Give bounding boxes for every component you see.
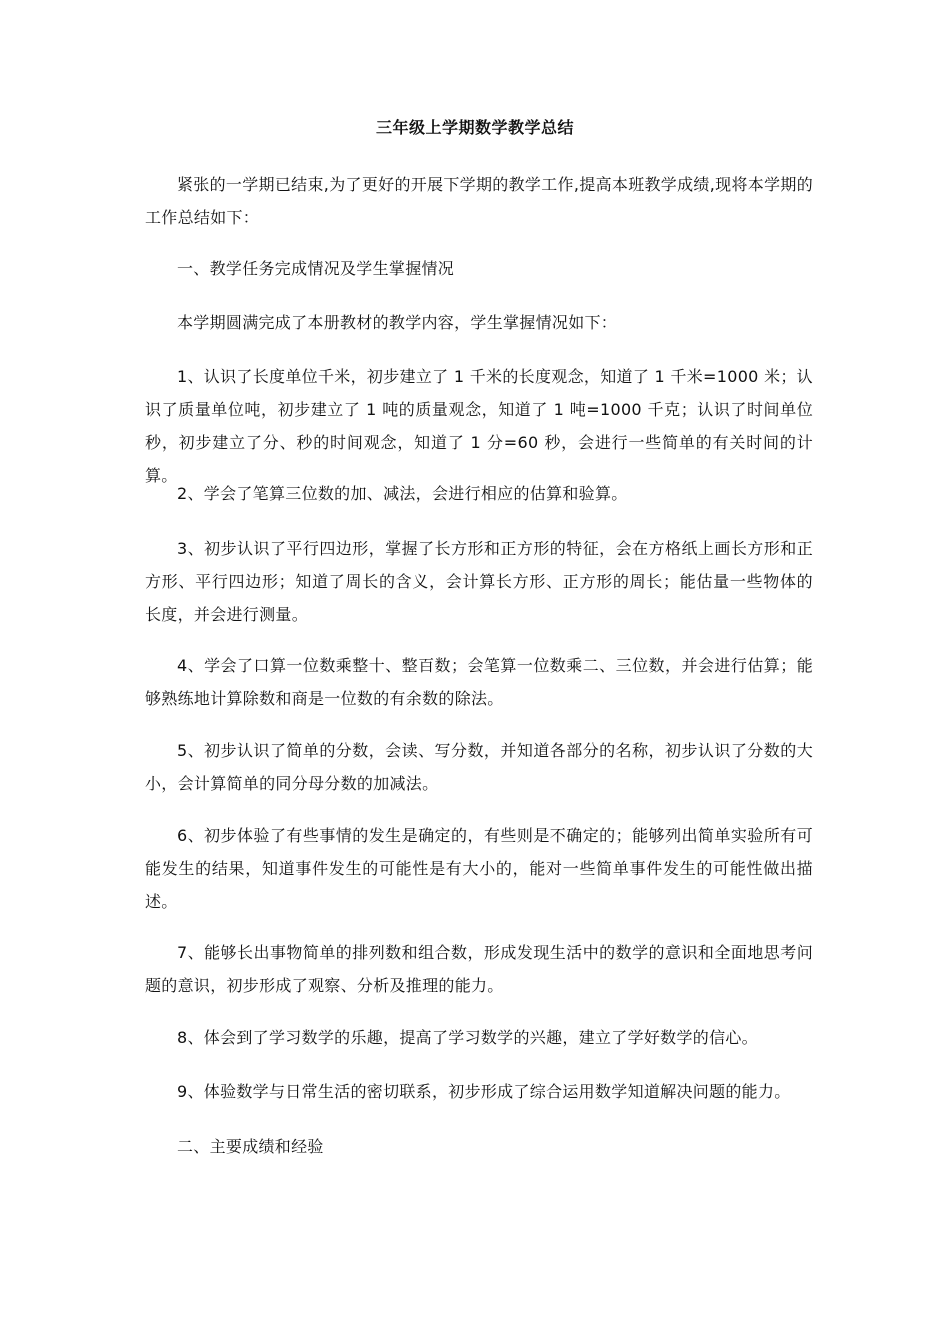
document-title: 三年级上学期数学教学总结	[375, 118, 574, 137]
list-item-3: 3、初步认识了平行四边形，掌握了长方形和正方形的特征，会在方格纸上画长方形和正方形、平行四边形；知道了周长的含义，会计算长方形、正方形的周长；能估量一些物体的长度，并会进行测量。	[145, 539, 813, 624]
paragraph-overview: 本学期圆满完成了本册教材的教学内容，学生掌握情况如下：	[177, 313, 618, 332]
intro-paragraph: 紧张的一学期已结束,为了更好的开展下学期的教学工作,提高本班教学成绩,现将本学期的工作总结如下：	[145, 175, 813, 227]
list-item-5: 5、初步认识了简单的分数，会读、写分数，并知道各部分的名称，初步认识了分数的大小，会计算简单的同分母分数的加减法。	[145, 741, 813, 793]
list-item-8: 8、体会到了学习数学的乐趣，提高了学习数学的兴趣，建立了学好数学的信心。	[177, 1028, 758, 1047]
list-item-4: 4、学会了口算一位数乘整十、整百数；会笔算一位数乘二、三位数，并会进行估算；能够熟练地计算除数和商是一位数的有余数的除法。	[145, 656, 813, 708]
section-heading-2: 二、主要成绩和经验	[177, 1137, 324, 1156]
list-item-7: 7、能够长出事物简单的排列数和组合数，形成发现生活中的数学的意识和全面地思考问题的意识，初步形成了观察、分析及推理的能力。	[145, 943, 813, 995]
section-heading-1: 一、教学任务完成情况及学生掌握情况	[177, 259, 455, 278]
list-item-6: 6、初步体验了有些事情的发生是确定的，有些则是不确定的；能够列出简单实验所有可能发生的结果，知道事件发生的可能性是有大小的，能对一些简单事件发生的可能性做出描述。	[145, 826, 813, 911]
list-item-9: 9、体验数学与日常生活的密切联系，初步形成了综合运用数学知道解决问题的能力。	[177, 1082, 791, 1101]
list-item-1: 1、认识了长度单位千米，初步建立了 1 千米的长度观念，知道了 1 千米=1000 米；认识了质量单位吨，初步建立了 1 吨的质量观念，知道了 1 吨=1000 千克；认识了时间单位秒，初步建立了分、秒的时间观念，知道了 1 分=60 秒，会进行一些简单的有关时间的计算。	[145, 367, 813, 485]
list-item-2: 2、学会了笔算三位数的加、减法，会进行相应的估算和验算。	[177, 484, 628, 503]
